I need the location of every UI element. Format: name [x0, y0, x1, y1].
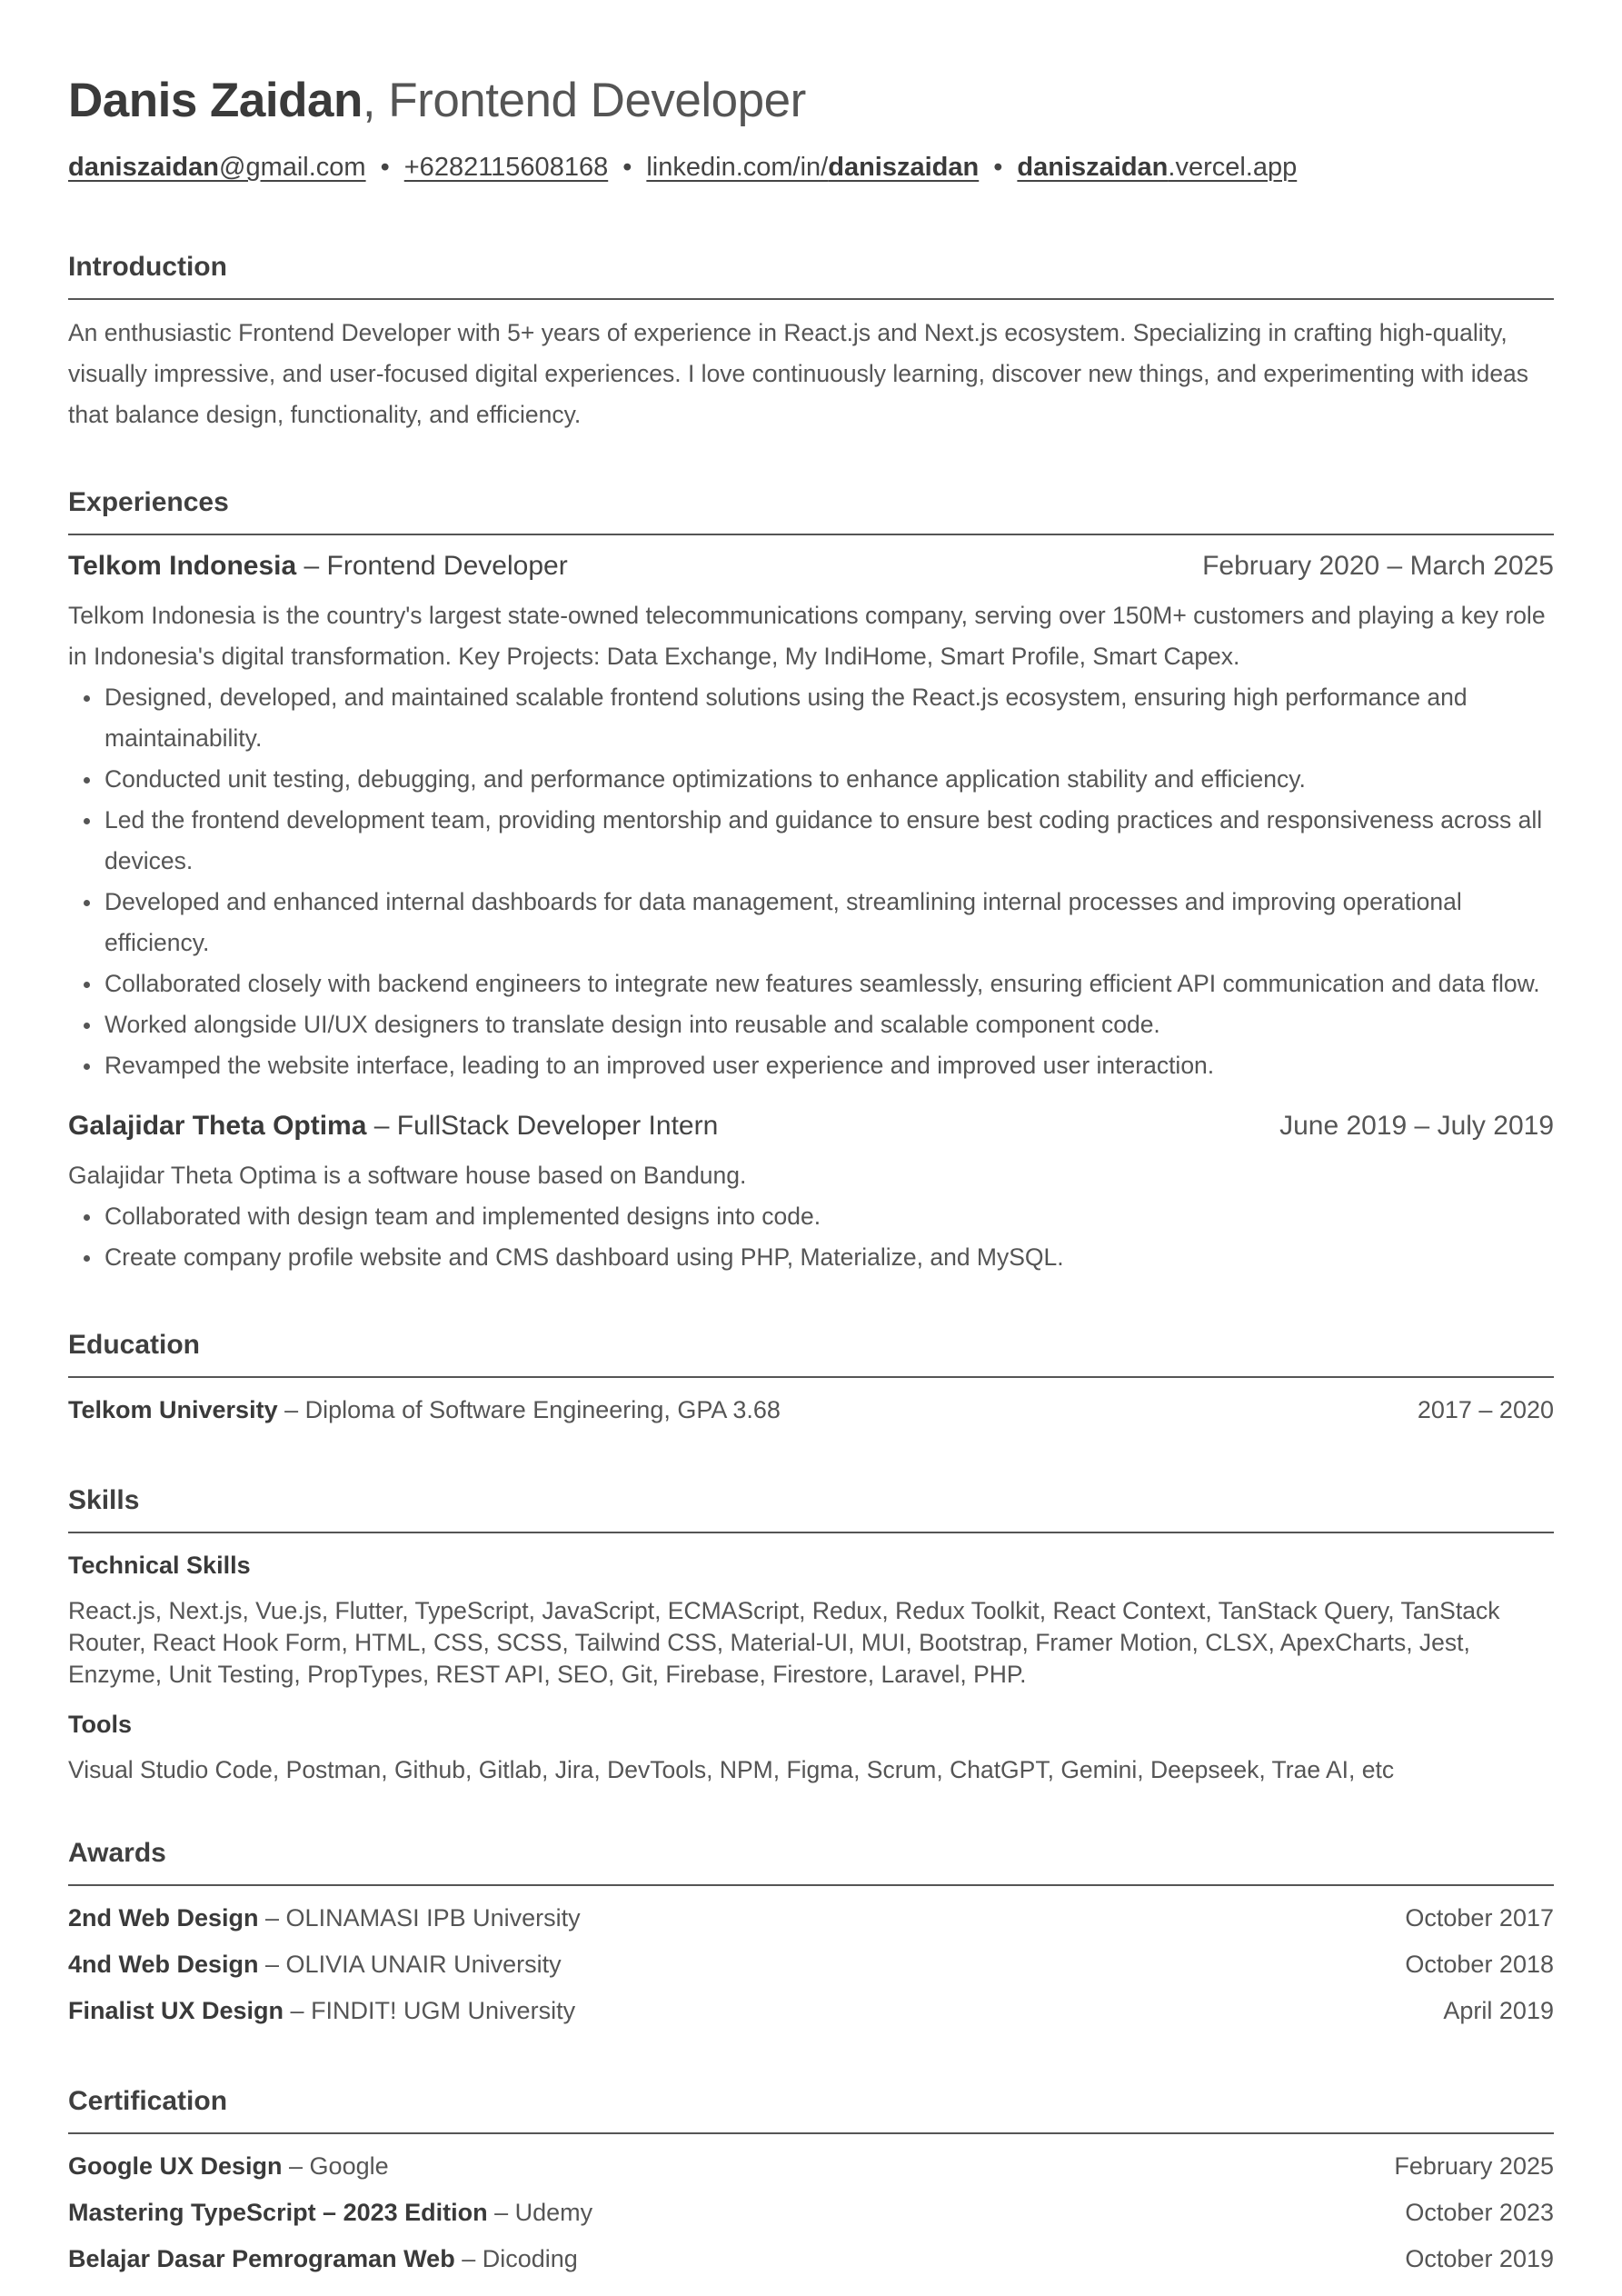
- certification-info: [68, 2143, 389, 2190]
- role: – Frontend Developer: [296, 551, 568, 581]
- list-item: Conducted unit testing, debugging, and performance optimizations to enhance application stability and efficiency.: [68, 759, 1554, 800]
- experience-bullets: [68, 677, 1554, 1086]
- company-name: Galajidar Theta Optima: [68, 1111, 367, 1141]
- award-title: Finalist UX Design: [68, 1997, 284, 2024]
- certification-org: – Dicoding: [454, 2245, 578, 2272]
- tools-label: Tools: [68, 1711, 132, 1738]
- certification-row: [68, 2236, 1554, 2282]
- education-section: [68, 1327, 1554, 1433]
- section-title: Experiences: [68, 484, 1554, 535]
- award-date: October 2018: [1405, 1951, 1554, 1978]
- role: – FullStack Developer Intern: [366, 1111, 719, 1141]
- certification-title: Mastering TypeScript – 2023 Edition: [68, 2199, 488, 2226]
- experiences-section: [68, 484, 1554, 1278]
- award-title: 4nd Web Design: [68, 1951, 259, 1978]
- certification-date: October 2019: [1405, 2245, 1554, 2272]
- certification-org: – Google: [282, 2152, 389, 2180]
- phone-link[interactable]: +6282115608168: [403, 153, 609, 182]
- email-link[interactable]: [68, 153, 366, 182]
- email-domain: @gmail.com: [219, 153, 366, 182]
- job-title: , Frontend Developer: [362, 74, 806, 127]
- education-date: 2017 – 2020: [1417, 1396, 1554, 1423]
- experience-position: [68, 548, 568, 584]
- awards-list: [68, 1895, 1554, 2034]
- technical-skills-text: React.js, Next.js, Vue.js, Flutter, TypeScript, JavaScript, ECMAScript, Redux, Redux Toolkit, React Context, TanStack Query, TanStack Router, React Hook Form, HTML, CSS, SCSS, Tailwind CSS, Material-UI, MUI, Bootstrap, Framer Motion, CLSX, ApexCharts, Jest, Enzyme, Unit Testing, PropTypes, REST API, SEO, Git, Firebase, Firestore, Laravel, PHP.: [68, 1597, 1500, 1688]
- award-row: [68, 1895, 1554, 1942]
- company-name: Telkom Indonesia: [68, 551, 297, 581]
- award-org: – OLIVIA UNAIR University: [258, 1951, 562, 1978]
- experience-description: Galajidar Theta Optima is a software house based on Bandung.: [68, 1162, 747, 1189]
- section-title: Introduction: [68, 249, 1554, 300]
- certification-row: [68, 2190, 1554, 2236]
- experience-date: February 2020 – March 2025: [1202, 551, 1554, 581]
- degree-detail: – Diploma of Software Engineering, GPA 3.68: [277, 1396, 781, 1423]
- award-org: – FINDIT! UGM University: [284, 1997, 576, 2024]
- site-domain: .vercel.app: [1168, 153, 1298, 182]
- introduction-text: An enthusiastic Frontend Developer with 5+ years of experience in React.js and Next.js ecosystem. Specializing in crafting high-quality, visually impressive, and user-focused digital experiences. I love continuously learning, discover new things, and experimenting with ideas that balance design, functionality, and efficiency.: [68, 319, 1529, 428]
- list-item: Collaborated closely with backend engineers to integrate new features seamlessly, ensuring efficient API communication and data flow.: [68, 963, 1554, 1004]
- award-date: April 2019: [1443, 1997, 1554, 2024]
- certification-org: – Udemy: [487, 2199, 593, 2226]
- linkedin-handle: daniszaidan: [828, 153, 980, 182]
- separator: •: [380, 153, 390, 182]
- award-row: [68, 1988, 1554, 2034]
- award-row: [68, 1942, 1554, 1988]
- introduction-section: [68, 249, 1554, 435]
- certification-title: Google UX Design: [68, 2152, 283, 2180]
- award-info: [68, 1895, 581, 1942]
- list-item: Collaborated with design team and implemented designs into code.: [68, 1196, 1554, 1237]
- header-name-title: [68, 69, 1554, 133]
- certification-title: Belajar Dasar Pemrograman Web: [68, 2245, 455, 2272]
- award-info: [68, 1988, 575, 2034]
- email-user: daniszaidan: [68, 153, 219, 182]
- award-info: [68, 1942, 562, 1988]
- site-name: daniszaidan: [1017, 153, 1169, 182]
- section-title: Certification: [68, 2083, 1554, 2134]
- contact-line: [68, 149, 1554, 185]
- list-item: Designed, developed, and maintained scalable frontend solutions using the React.js ecosystem, ensuring high performance and maintainability.: [68, 677, 1554, 759]
- education-info: [68, 1387, 781, 1433]
- name: Danis Zaidan: [68, 74, 363, 127]
- section-title: Awards: [68, 1835, 1554, 1886]
- experience-position: [68, 1108, 718, 1144]
- separator: •: [622, 153, 632, 182]
- certification-date: February 2025: [1394, 2152, 1554, 2180]
- tools-text: Visual Studio Code, Postman, Github, Gitlab, Jira, DevTools, NPM, Figma, Scrum, ChatGPT, Gemini, Deepseek, Trae AI, etc: [68, 1756, 1395, 1783]
- experience-entry: [68, 548, 1554, 1086]
- experience-header: [68, 548, 1554, 584]
- experience-date: June 2019 – July 2019: [1279, 1111, 1554, 1141]
- list-item: Led the frontend development team, providing mentorship and guidance to ensure best coding practices and responsiveness across all devices.: [68, 800, 1554, 882]
- section-title: Skills: [68, 1482, 1554, 1533]
- technical-skills-label: Technical Skills: [68, 1552, 251, 1579]
- experience-bullets: [68, 1196, 1554, 1278]
- separator: •: [993, 153, 1003, 182]
- certification-row: [68, 2143, 1554, 2190]
- experience-description: Telkom Indonesia is the country's largest state-owned telecommunications company, serving over 150M+ customers and playing a key role in Indonesia's digital transformation. Key Projects: Data Exchange, My IndiHome, Smart Profile, Smart Capex.: [68, 602, 1546, 670]
- school-name: Telkom University: [68, 1396, 278, 1423]
- education-row: [68, 1387, 1554, 1433]
- section-title: Education: [68, 1327, 1554, 1378]
- education-list: [68, 1387, 1554, 1433]
- certification-section: [68, 2083, 1554, 2282]
- list-item: Worked alongside UI/UX designers to translate design into reusable and scalable component code.: [68, 1004, 1554, 1045]
- linkedin-link[interactable]: [646, 153, 979, 182]
- certification-info: [68, 2236, 578, 2282]
- certification-date: October 2023: [1405, 2199, 1554, 2226]
- list-item: Create company profile website and CMS dashboard using PHP, Materialize, and MySQL.: [68, 1237, 1554, 1278]
- certification-info: [68, 2190, 592, 2236]
- skills-section: [68, 1482, 1554, 1786]
- experience-header: [68, 1108, 1554, 1144]
- award-date: October 2017: [1405, 1904, 1554, 1932]
- website-link[interactable]: [1017, 153, 1297, 182]
- certification-list: [68, 2143, 1554, 2282]
- list-item: Developed and enhanced internal dashboards for data management, streamlining internal processes and improving operational efficiency.: [68, 882, 1554, 963]
- experience-entry: [68, 1108, 1554, 1278]
- award-org: – OLINAMASI IPB University: [258, 1904, 581, 1932]
- award-title: 2nd Web Design: [68, 1904, 259, 1932]
- list-item: Revamped the website interface, leading to an improved user experience and improved user interaction.: [68, 1045, 1554, 1086]
- linkedin-prefix: linkedin.com/in/: [646, 153, 829, 182]
- awards-section: [68, 1835, 1554, 2034]
